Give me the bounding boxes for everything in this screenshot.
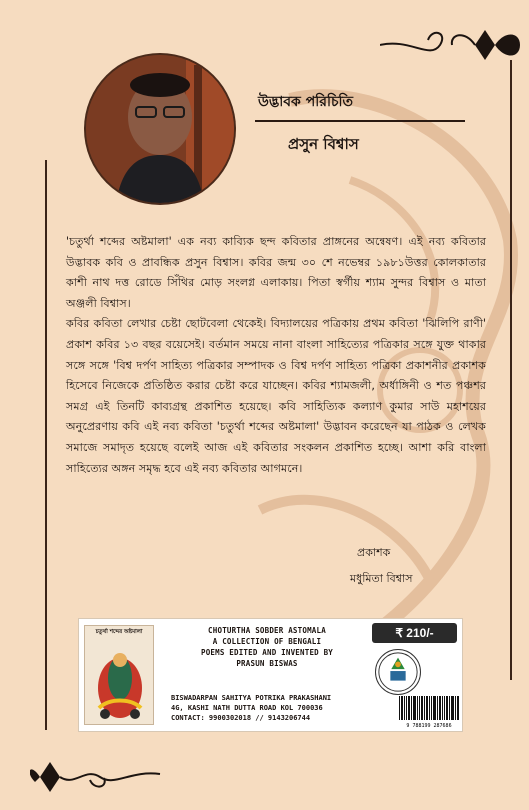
publisher-phone: CONTACT: 9900302018 // 9143206744 [171, 714, 311, 722]
flourish-bottom-icon [30, 752, 180, 802]
biography-text [66, 232, 486, 479]
isbn-number: 9 788199 287686 [406, 723, 452, 728]
publisher-contact [171, 693, 381, 723]
cover-art-icon [85, 638, 154, 724]
book-author-line: PRASUN BISWAS [236, 659, 298, 668]
publisher-company: BISWADARPAN SAHITYA POTRIKA PRAKASHANI [171, 694, 332, 702]
publisher-name: মধুমিতা বিশ্বাস [350, 572, 413, 585]
author-name: প্রসুন বিশ্বাস [288, 135, 359, 153]
biography-paragraph-2: কবির কবিতা লেখার চেষ্টা ছোটবেলা থেকেই। বিদ্যালয়ের পত্রিকায় প্রথম কবিতা 'ঝিলিপি রাণী' প্রকাশ কবির ১৩ বছর বয়েসেই। বর্তমান সময়ে নানা বাংলা সাহিত্যের পত্রিকার সঙ্গে যুক্ত থাকার সঙ্গে সঙ্গে 'বিশ্ব দর্পণ সাহিত্য পত্রিকার সম্পাদক ও বিশ্ব দর্পণ সাহিত্য পত্রিকা প্রকাশনীর প্রকাশক হিসেবে নিজেকে প্রতিষ্ঠিত করার চেষ্টা করে যাচ্ছেন। কবির শ্যামজলী, অর্ধাঙ্গিনী ও শত পঞ্চশর সমগ্র এই তিনটি কাব্যগ্রন্থ প্রকাশিত হয়েছে। কবি সাহিত্যিক কল্যাণ কুমার সাউ মহাশয়ের অনুপ্রেরণায় কবি এই নব্য কবিতা 'চতুর্থা শব্দের অষ্টমালা' উদ্ভাবন করেছেন যা পাঠক ও লেখক সমাজে সমাদৃত হয়েছে বলেই আজ এই কবিতার সংকলন প্রকাশিত হচ্ছে। আশা করি বাংলা সাহিত্যের অঙ্গন সমৃদ্ধ হবে এই নব্য কবিতার আগমনে। [66, 317, 486, 475]
barcode-icon [397, 696, 461, 728]
book-info-box [78, 618, 463, 732]
section-title: উদ্ভাবক পরিচিতি [258, 94, 354, 110]
author-portrait-icon [86, 55, 234, 203]
publisher-label: প্রকাশক [357, 546, 391, 559]
cover-thumbnail-title: চতুর্থা শব্দের অষ্টমালা [95, 629, 143, 635]
publisher-logo-icon [375, 649, 421, 695]
book-title-line: CHOTURTHA SOBDER ASTOMALA [208, 626, 326, 635]
publisher-address: 4G, KASHI NATH DUTTA ROAD KOL 700036 [171, 704, 323, 712]
cover-thumbnail [84, 625, 154, 725]
book-desc-line-3: POEMS EDITED AND INVENTED BY [200, 648, 334, 657]
flourish-top-icon [380, 20, 529, 70]
frame-line-right [510, 60, 512, 680]
book-desc-line-2: A COLLECTION OF BENGALI [212, 637, 322, 646]
biography-paragraph-1: 'চতুর্থা শব্দের অষ্টমালা' এক নব্য কাব্যিক ছন্দ কবিতার প্রাঙ্গনের অন্বেষণ। এই নব্য কবিতার উদ্ভাবক কবি ও প্রাবন্ধিক প্রসুন বিশ্বাস। কবির জন্ম ৩০ শে নভেম্বর ১৯৮১উত্তর কোলকাতার কাশী নাথ দত্ত রোডে সিঁথির মোড় সংলগ্ন এলাকায়। পিতা স্বর্গীয় শ্যাম সুন্দর বিশ্বাস ও মাতা অঞ্জলী বিশ্বাস। [66, 235, 486, 310]
book-description [157, 625, 377, 669]
author-photo [86, 55, 234, 203]
title-divider [255, 120, 465, 122]
frame-line-left [45, 160, 47, 730]
price-badge: ₹ 210/- [372, 623, 457, 643]
